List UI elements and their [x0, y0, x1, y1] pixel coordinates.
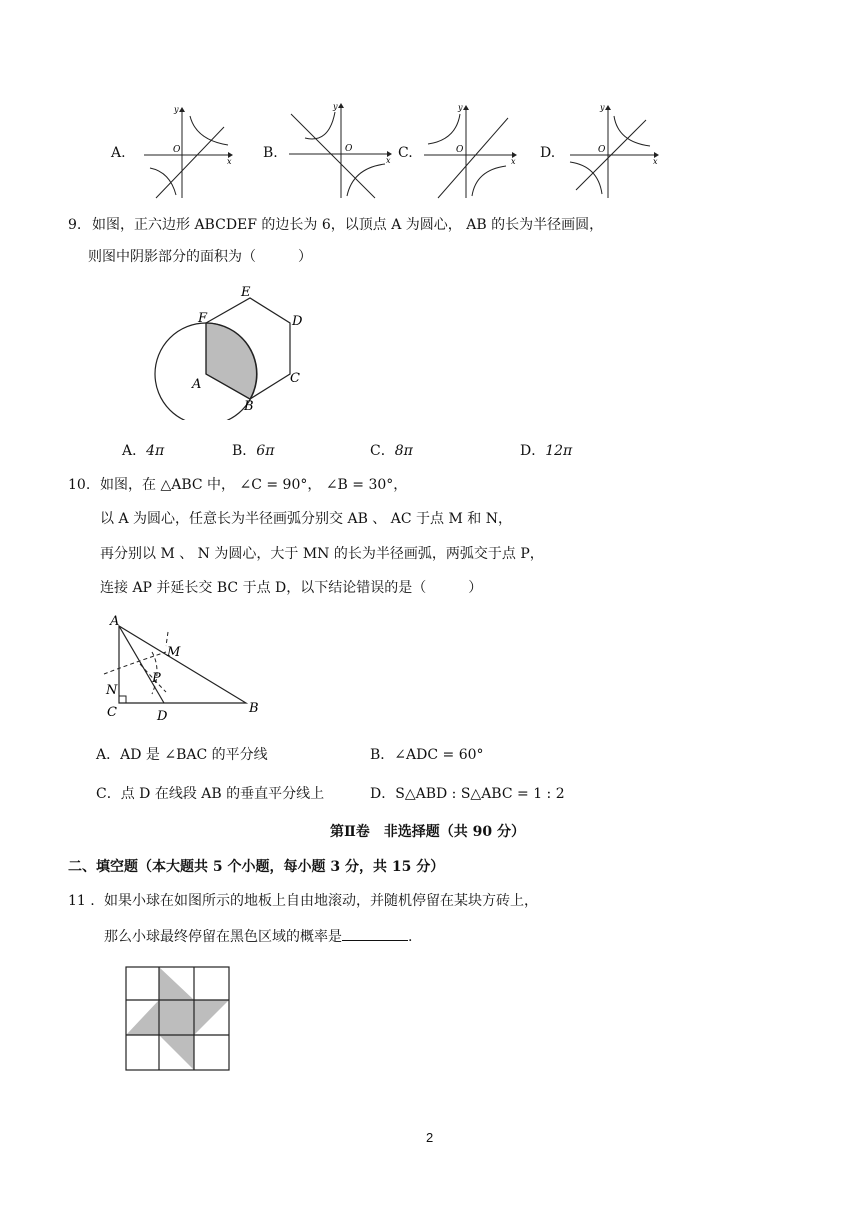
q8-a-x-label: x	[227, 157, 232, 166]
q9-label-f: F	[198, 311, 208, 326]
q8-d-x-label: x	[653, 157, 658, 166]
q10-figure-triangle	[100, 612, 270, 724]
q10-label-c: C	[107, 705, 117, 720]
q8-option-d-label: D.	[540, 145, 556, 161]
q10-right-angle	[119, 696, 126, 703]
q8-option-a-label: A.	[111, 145, 126, 161]
q10-label-d: D	[157, 709, 168, 724]
q11-number: 11 .	[68, 893, 95, 909]
q9-label-e: E	[241, 285, 251, 300]
q10-stem-line2: 以 A 为圆心，任意长为半径画弧分别交 AB 、 AC 于点 M 和 N，	[100, 511, 512, 527]
q8-graph-d	[566, 100, 662, 200]
q10-label-b: B	[249, 701, 259, 716]
q9-label-c: C	[290, 371, 300, 386]
q8-b-y-label: y	[333, 102, 338, 111]
q10-stem-line3: 再分别以 M 、 N 为圆心，大于 MN 的长为半径画弧，两弧交于点 P，	[100, 546, 544, 562]
q8-c-x-label: x	[511, 157, 516, 166]
q11-tile-grid	[124, 965, 232, 1073]
q9-option-c: C．8π	[370, 443, 413, 459]
q10-label-a: A	[110, 614, 120, 629]
q8-d-origin: O	[598, 145, 606, 155]
part-2-heading: 二、填空题（本大题共 5 个小题，每小题 3 分，共 15 分）	[68, 859, 445, 875]
section-2-title: 第Ⅱ卷 非选择题（共 90 分）	[330, 824, 526, 840]
page-number: 2	[426, 1130, 434, 1145]
q10-label-p: P	[152, 671, 161, 686]
q8-graph-c	[420, 100, 520, 200]
q9-label-a: A	[192, 377, 202, 392]
q10-option-a: A．AD 是 ∠BAC 的平分线	[96, 747, 268, 763]
q9-option-d: D．12π	[520, 443, 573, 459]
q8-b-origin: O	[345, 144, 353, 154]
q10-triangle	[119, 626, 246, 703]
q9-stem-line1: 如图，正六边形 ABCDEF 的边长为 6，以顶点 A 为圆心， AB 的长为半径画圆，	[92, 217, 604, 233]
q10-option-c: C．点 D 在线段 AB 的垂直平分线上	[96, 786, 325, 802]
q8-option-b-label: B.	[263, 145, 278, 161]
q9-number: 9.	[68, 217, 82, 233]
q8-c-origin: O	[456, 145, 464, 155]
q10-number: 10.	[68, 477, 91, 493]
q9-stem-line2: 则图中阴影部分的面积为（ ）	[88, 249, 312, 265]
q8-c-y-label: y	[458, 103, 463, 112]
q10-bisector-ad	[119, 626, 164, 703]
q10-label-n: N	[106, 683, 118, 698]
q10-stem-line1: 如图，在 △ABC 中， ∠C = 90°， ∠B = 30°，	[100, 477, 408, 493]
q10-option-d: D．S△ABD : S△ABC = 1 : 2	[370, 786, 565, 802]
q8-graph-b	[285, 98, 395, 200]
q11-stem-line1: 如果小球在如图所示的地板上自由地滚动，并随机停留在某块方砖上，	[104, 893, 538, 909]
q11-stem-line2: 那么小球最终停留在黑色区域的概率是 .	[104, 926, 412, 946]
q8-d-y-label: y	[600, 103, 605, 112]
q10-stem-line4: 连接 AP 并延长交 BC 于点 D，以下结论错误的是（ ）	[100, 580, 483, 596]
q11-shaded-region	[126, 967, 229, 1070]
q9-label-b: B	[244, 399, 254, 414]
q8-a-origin: O	[173, 145, 181, 155]
q9-label-d: D	[292, 314, 303, 329]
q10-option-b: B．∠ADC = 60°	[370, 747, 484, 763]
q8-a-y-label: y	[174, 105, 179, 114]
q9-option-b: B．6π	[232, 443, 275, 459]
q11-answer-blank[interactable]	[342, 926, 408, 941]
q8-b-x-label: x	[386, 156, 391, 165]
q9-figure-hexagon-circle	[150, 280, 320, 420]
q8-option-c-label: C.	[398, 145, 413, 161]
q9-option-a: A．4π	[122, 443, 165, 459]
q10-label-m: M	[167, 645, 181, 660]
q8-graph-a	[140, 102, 236, 200]
